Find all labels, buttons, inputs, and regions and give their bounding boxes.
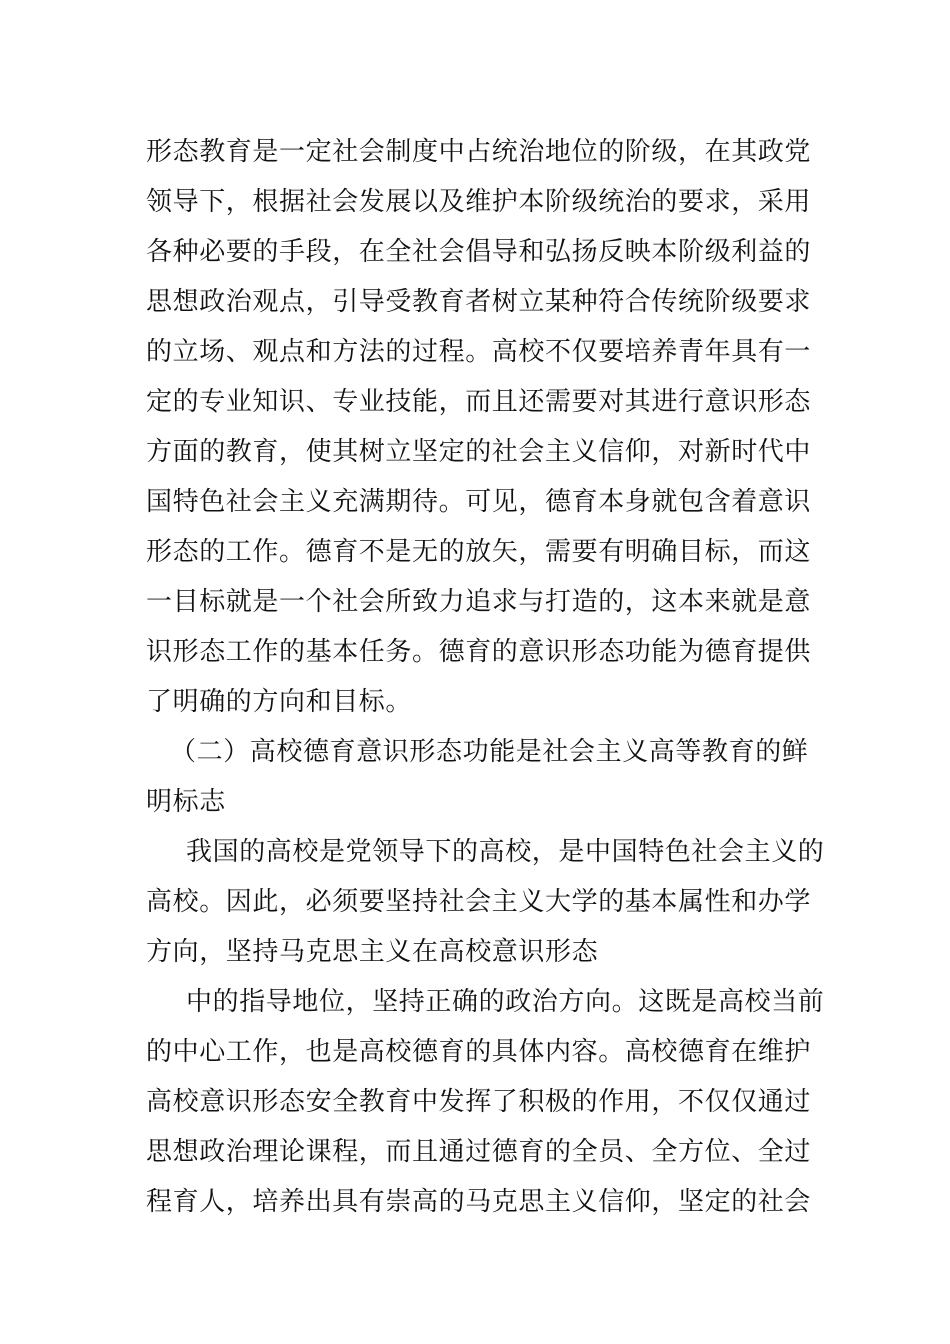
paragraph-line: 定的专业知识、专业技能，而且还需要对其进行意识形态 — [146, 387, 812, 417]
paragraph-line: 识形态工作的基本任务。德育的意识形态功能为德育提供 — [146, 637, 812, 667]
paragraph-line: 的立场、观点和方法的过程。高校不仅要培养青年具有一 — [146, 337, 812, 367]
paragraph-line: 我国的高校是党领导下的高校，是中国特色社会主义的 — [186, 837, 825, 867]
paragraph-line: 中的指导地位，坚持正确的政治方向。这既是高校当前 — [186, 987, 825, 1017]
paragraph-line: 程育人，培养出具有崇高的马克思主义信仰，坚定的社会 — [146, 1187, 812, 1217]
paragraph-line: 方面的教育，使其树立坚定的社会主义信仰，对新时代中 — [146, 437, 812, 467]
paragraph-line: 形态的工作。德育不是无的放矢，需要有明确目标，而这 — [146, 537, 812, 567]
paragraph-line: 各种必要的手段，在全社会倡导和弘扬反映本阶级利益的 — [146, 237, 812, 267]
paragraph-line: 一目标就是一个社会所致力追求与打造的，这本来就是意 — [146, 587, 812, 617]
paragraph-line: 思想政治理论课程，而且通过德育的全员、全方位、全过 — [146, 1137, 812, 1167]
paragraph-line: 方向，坚持马克思主义在高校意识形态 — [146, 937, 599, 967]
paragraph-line: 高校意识形态安全教育中发挥了积极的作用，不仅仅通过 — [146, 1087, 812, 1117]
paragraph-line: 形态教育是一定社会制度中占统治地位的阶级，在其政党 — [146, 137, 812, 167]
section-heading: （二）高校德育意识形态功能是社会主义高等教育的鲜 — [170, 737, 809, 767]
paragraph-line: 思想政治观点，引导受教育者树立某种符合传统阶级要求 — [146, 287, 812, 317]
paragraph-line: 的中心工作，也是高校德育的具体内容。高校德育在维护 — [146, 1037, 812, 1067]
section-heading-continued: 明标志 — [146, 787, 226, 817]
paragraph-line: 了明确的方向和目标。 — [146, 687, 413, 717]
paragraph-line: 高校。因此，必须要坚持社会主义大学的基本属性和办学 — [146, 887, 812, 917]
paragraph-line: 国特色社会主义充满期待。可见，德育本身就包含着意识 — [146, 487, 812, 517]
paragraph-line: 领导下，根据社会发展以及维护本阶级统治的要求，采用 — [146, 187, 812, 217]
